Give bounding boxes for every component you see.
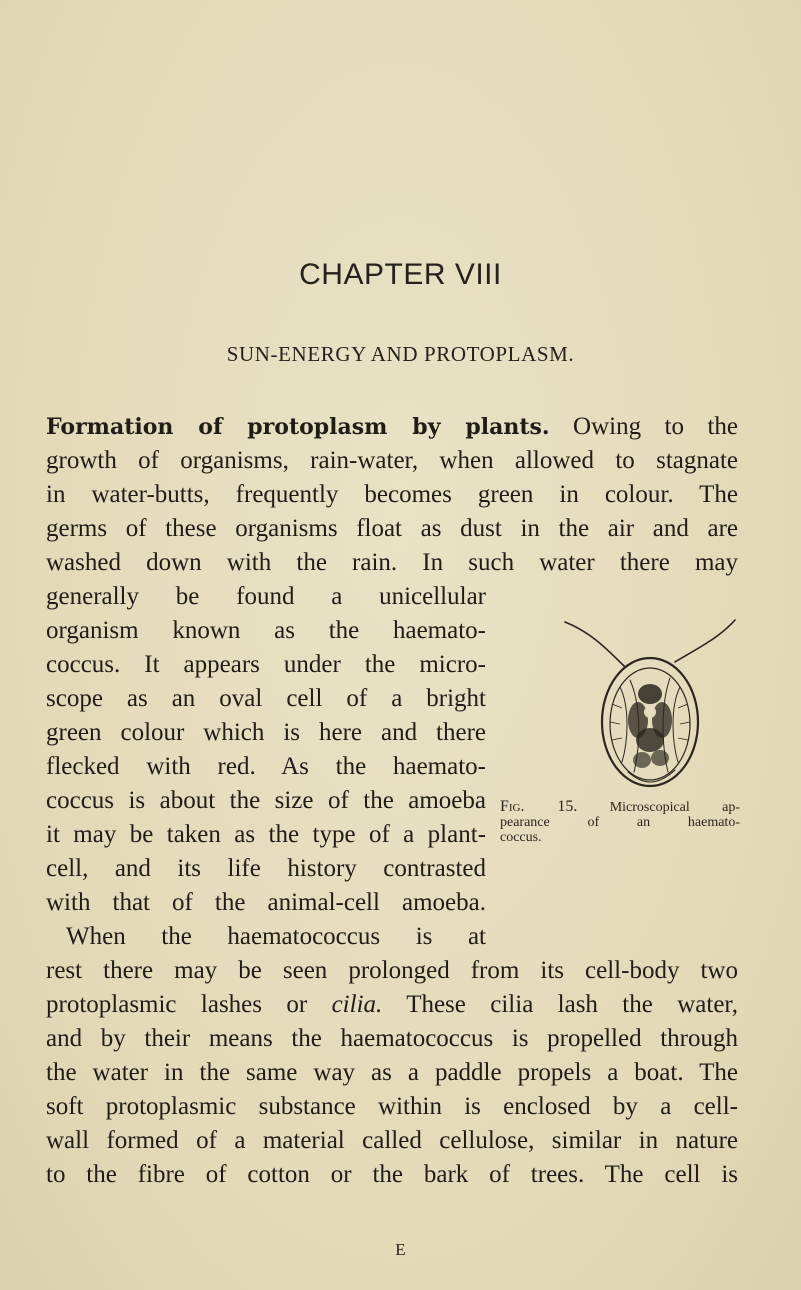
haematococcus-illustration bbox=[550, 612, 750, 792]
paragraph-line-8: coccus. It appears under the micro- bbox=[46, 651, 486, 678]
paragraph-line-23: to the fibre of cotton or the bark of trees. The cell is bbox=[46, 1161, 738, 1188]
paragraph-line-20: the water in the same way as a paddle propels a boat. The bbox=[46, 1059, 738, 1086]
paragraph-line-12: coccus is about the size of the amoeba bbox=[46, 787, 486, 814]
paragraph-line-17: rest there may be seen prolonged from its cell-body two bbox=[46, 957, 738, 984]
chapter-title: CHAPTER VIII bbox=[299, 258, 502, 291]
printer-signature: E bbox=[395, 1240, 406, 1259]
line-1-text: Owing to the bbox=[549, 413, 739, 440]
paragraph-line-7: organism known as the haemato- bbox=[46, 617, 486, 644]
paragraph-line-6: generally be found a unicellular bbox=[46, 583, 486, 610]
line-18-text-b: These cilia lash the water, bbox=[382, 991, 738, 1018]
line-18-text-a: protoplasmic lashes or bbox=[46, 991, 332, 1018]
cilia-term: cilia. bbox=[331, 991, 383, 1018]
caption-line-1: Microscopical ap- bbox=[577, 800, 740, 815]
figure-caption bbox=[500, 799, 740, 845]
section-title: SUN-ENERGY AND PROTOPLASM. bbox=[226, 342, 575, 366]
paragraph-line-11: flecked with red. As the haemato- bbox=[46, 753, 486, 780]
figure-label: Fig. 15. bbox=[500, 798, 578, 815]
paragraph-line-22: wall formed of a material called cellulose, similar in nature bbox=[46, 1127, 738, 1154]
paragraph-line-19: and by their means the haematococcus is propelled through bbox=[46, 1025, 738, 1052]
paragraph-line-13: it may be taken as the type of a plant- bbox=[46, 821, 486, 848]
caption-line-3: coccus. bbox=[500, 830, 542, 845]
paragraph-line-18 bbox=[46, 988, 738, 1022]
paragraph-line-4: germs of these organisms float as dust in the air and are bbox=[46, 515, 738, 542]
paragraph-line-5: washed down with the rain. In such water there may bbox=[46, 549, 738, 576]
paragraph-line-15: with that of the animal-cell amoeba. bbox=[46, 889, 486, 916]
paragraph-line-16: When the haematococcus is at bbox=[66, 923, 486, 950]
paragraph-line-21: soft protoplasmic substance within is enclosed by a cell- bbox=[46, 1093, 738, 1120]
caption-line-2: pearance of an haemato- bbox=[500, 815, 740, 830]
paragraph-line-1 bbox=[46, 410, 738, 444]
paragraph-line-14: cell, and its life history contrasted bbox=[46, 855, 486, 882]
section-heading: Formation of protoplasm by plants. bbox=[46, 414, 550, 440]
paragraph-line-9: scope as an oval cell of a bright bbox=[46, 685, 486, 712]
paragraph-line-10: green colour which is here and there bbox=[46, 719, 486, 746]
paragraph-line-2: growth of organisms, rain-water, when allowed to stagnate bbox=[46, 447, 738, 474]
paragraph-line-3: in water-butts, frequently becomes green in colour. The bbox=[46, 481, 738, 508]
